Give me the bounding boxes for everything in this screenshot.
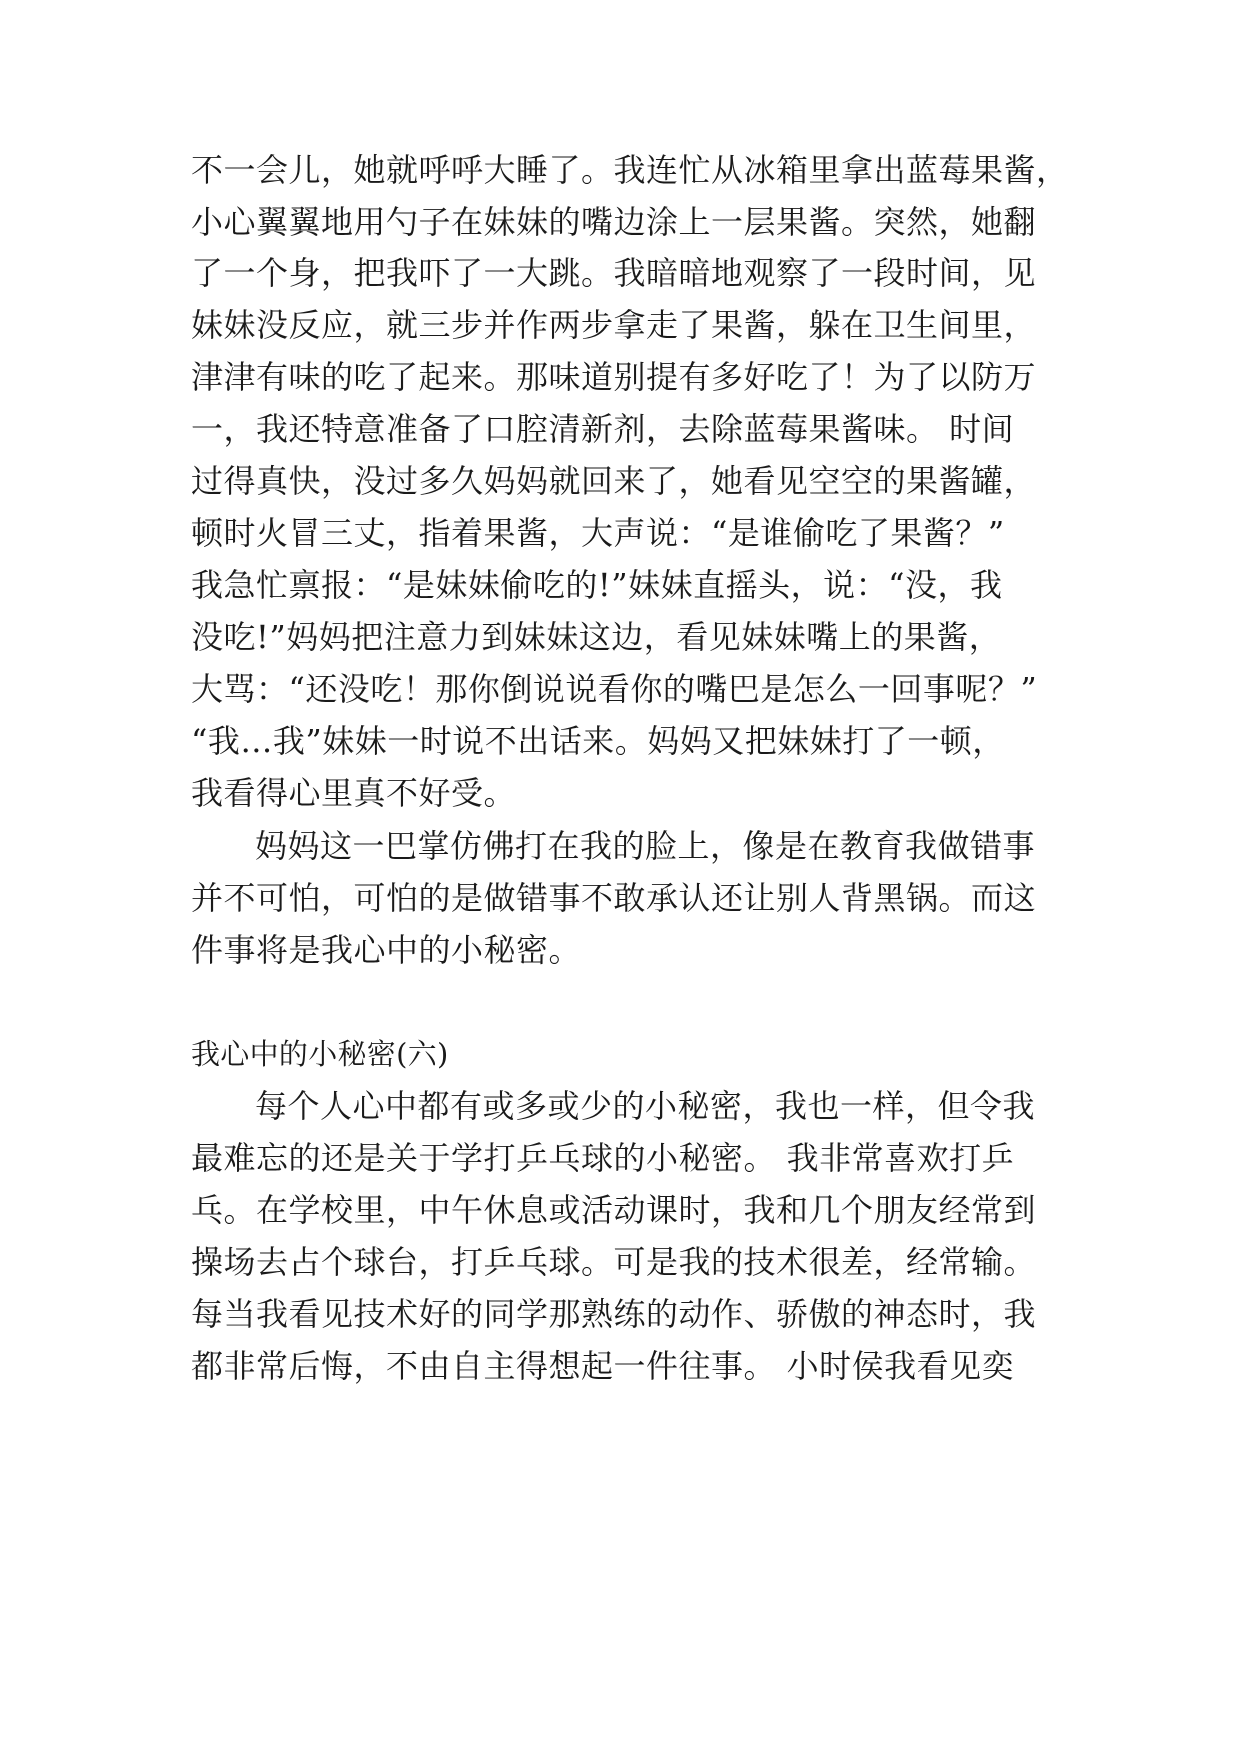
paragraph-line: 我急忙禀报：“是妹妹偷吃的!”妹妹直摇头，说：“没，我 bbox=[191, 566, 1003, 604]
paragraph-line: 妹妹没反应，就三步并作两步拿走了果酱，躲在卫生间里， bbox=[191, 306, 1037, 344]
paragraph-line: 过得真快，没过多久妈妈就回来了，她看见空空的果酱罐， bbox=[191, 462, 1037, 500]
paragraph-line: 每个人心中都有或多或少的小秘密，我也一样，但令我 bbox=[255, 1087, 1036, 1125]
paragraph-line: 操场去占个球台，打乒乓球。可是我的技术很差，经常输。 bbox=[191, 1243, 1037, 1281]
paragraph-line: 一，我还特意准备了口腔清新剂，去除蓝莓果酱味。 时间 bbox=[191, 410, 1015, 448]
paragraph-line: 津津有味的吃了起来。那味道别提有多好吃了！为了以防万 bbox=[191, 358, 1037, 396]
paragraph-line: 并不可怕，可怕的是做错事不敢承认还让别人背黑锅。而这 bbox=[191, 879, 1037, 917]
paragraph-line: “我…我”妹妹一时说不出话来。妈妈又把妹妹打了一顿， bbox=[191, 722, 1005, 760]
paragraph-line: 不一会儿，她就呼呼大睡了。我连忙从冰箱里拿出蓝莓果酱， bbox=[191, 151, 1069, 189]
paragraph-line: 乓。在学校里，中午休息或活动课时，我和几个朋友经常到 bbox=[191, 1191, 1037, 1229]
paragraph-line: 没吃!”妈妈把注意力到妹妹这边，看见妹妹嘴上的果酱， bbox=[191, 618, 1002, 656]
paragraph-line: 件事将是我心中的小秘密。 bbox=[191, 931, 582, 969]
paragraph-line: 最难忘的还是关于学打乒乓球的小秘密。 我非常喜欢打乒 bbox=[191, 1139, 1015, 1177]
paragraph-line: 每当我看见技术好的同学那熟练的动作、骄傲的神态时，我 bbox=[191, 1295, 1037, 1333]
paragraph-line: 大骂：“还没吃！那你倒说说看你的嘴巴是怎么一回事呢？” bbox=[191, 670, 1038, 708]
paragraph-line: 顿时火冒三丈，指着果酱，大声说：“是谁偷吃了果酱？” bbox=[191, 514, 1005, 552]
paragraph-line: 小心翼翼地用勺子在妹妹的嘴边涂上一层果酱。突然，她翻 bbox=[191, 203, 1037, 241]
paragraph-line: 我看得心里真不好受。 bbox=[191, 774, 517, 812]
paragraph-line: 妈妈这一巴掌仿佛打在我的脸上，像是在教育我做错事 bbox=[255, 827, 1036, 865]
section-title: 我心中的小秘密(六) bbox=[191, 1037, 449, 1071]
paragraph-line: 了一个身，把我吓了一大跳。我暗暗地观察了一段时间，见 bbox=[191, 254, 1037, 292]
paragraph-line: 都非常后悔，不由自主得想起一件往事。 小时侯我看见奕 bbox=[191, 1347, 1015, 1385]
